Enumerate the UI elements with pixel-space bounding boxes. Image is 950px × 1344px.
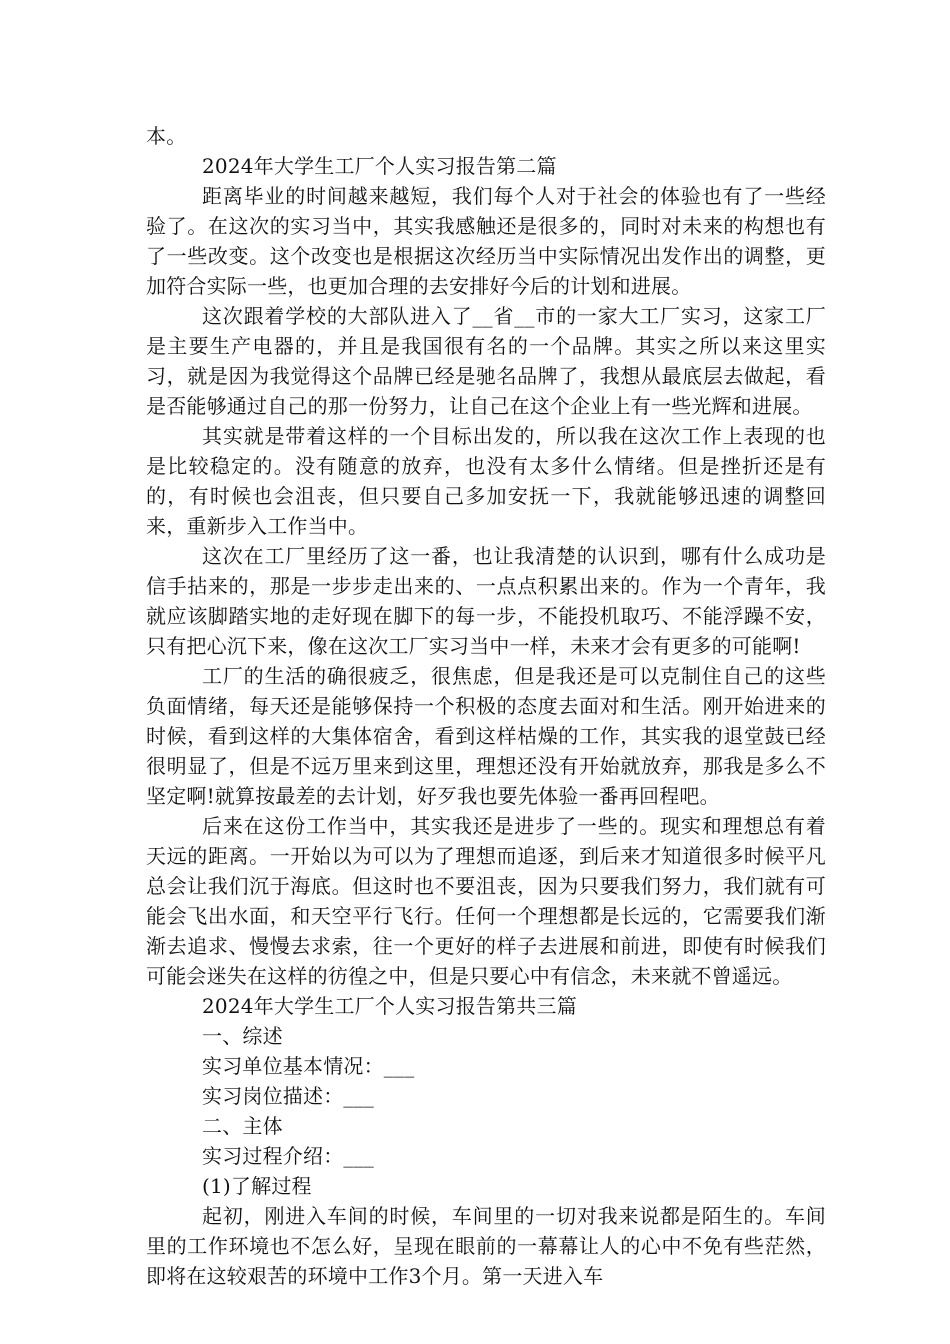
outline-item-position: 实习岗位描述：___ — [202, 1084, 374, 1108]
paragraph: 其实就是带着这样的一个目标出发的，所以我在这次工作上表现的也是比较稳定的。没有随意的放弃，也没有太多什么情绪。但是挫折还是有的，有时候也会沮丧，但只要自己多加安抚一下，我就能够迅速的调整回来，重新步入工作当中。 — [146, 424, 826, 538]
paragraph: 工厂的生活的确很疲乏，很焦虑，但是我还是可以克制住自己的这些负面情绪，每天还是能够保持一个积极的态度去面对和生活。刚开始进来的时候，看到这样的大集体宿舍，看到这样枯燥的工作，其实我的退堂鼓已经很明显了，但是不远万里来到这里，理想还没有开始就放弃，那我是多么不坚定啊!就算按最差的去计划，好歹我也要先体验一番再回程吧。 — [146, 664, 826, 808]
outline-heading-main: 二、主体 — [202, 1114, 283, 1138]
document-page — [146, 121, 826, 1291]
section-title-2: 2024年大学生工厂个人实习报告第二篇 — [202, 154, 557, 178]
paragraph: 这次跟着学校的大部队进入了__省__市的一家大工厂实习，这家工厂是主要生产电器的，并且是我国很有名的一个品牌。其实之所以来这里实习，就是因为我觉得这个品牌已经是驰名品牌了，我想从最底层去做起，看是否能够通过自己的那一份努力，让自己在这个企业上有一些光辉和进展。 — [146, 304, 826, 418]
paragraph: 起初，刚进入车间的时候，车间里的一切对我来说都是陌生的。车间里的工作环境也不怎么好，呈现在眼前的一幕幕让人的心中不免有些茫然，即将在这较艰苦的环境中工作3个月。第一天进入车 — [146, 1204, 826, 1288]
paragraph: 距离毕业的时间越来越短，我们每个人对于社会的体验也有了一些经验了。在这次的实习当中，其实我感触还是很多的，同时对未来的构想也有了一些改变。这个改变也是根据这次经历当中实际情况出发作出的调整，更加符合实际一些，也更加合理的去安排好今后的计划和进展。 — [146, 184, 826, 298]
paragraph: 后来在这份工作当中，其实我还是进步了一些的。现实和理想总有着天远的距离。一开始以为可以为了理想而追逐，到后来才知道很多时候平凡总会让我们沉于海底。但这时也不要沮丧，因为只要我们努力，我们就有可能会飞出水面，和天空平行飞行。任何一个理想都是长远的，它需要我们渐渐去追求、慢慢去求索，往一个更好的样子去进展和前进，即使有时候我们可能会迷失在这样的彷徨之中，但是只要心中有信念，未来就不曾遥远。 — [146, 814, 826, 988]
continuation-text: 本。 — [146, 124, 187, 148]
section-title-3: 2024年大学生工厂个人实习报告第共三篇 — [202, 994, 577, 1018]
outline-item-process: 实习过程介绍：___ — [202, 1144, 374, 1168]
outline-heading-overview: 一、综述 — [202, 1024, 283, 1048]
outline-item-understanding: (1)了解过程 — [202, 1174, 312, 1198]
paragraph: 这次在工厂里经历了这一番，也让我清楚的认识到，哪有什么成功是信手拈来的，那是一步步走出来的、一点点积累出来的。作为一个青年，我就应该脚踏实地的走好现在脚下的每一步，不能投机取巧、不能浮躁不安，只有把心沉下来，像在这次工厂实习当中一样，未来才会有更多的可能啊! — [146, 544, 826, 658]
outline-item-unit-info: 实习单位基本情况：___ — [202, 1054, 415, 1078]
